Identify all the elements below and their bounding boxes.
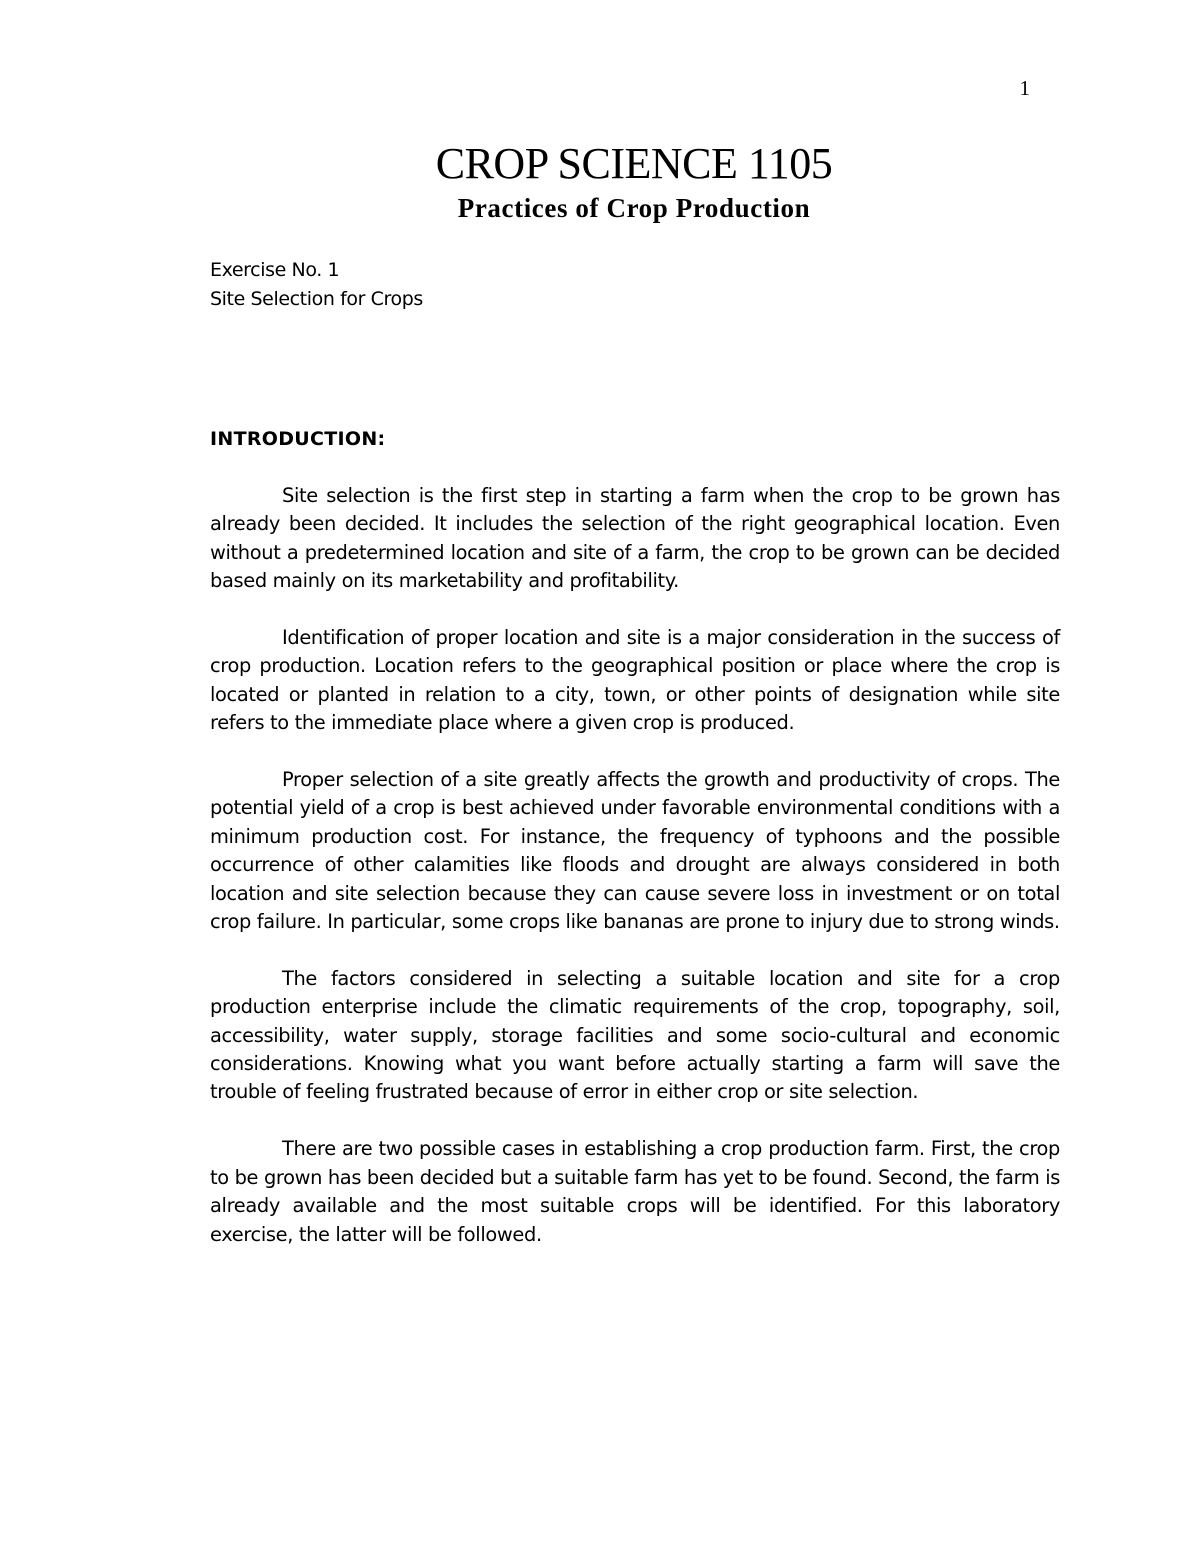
exercise-number: Exercise No. 1 xyxy=(210,259,340,281)
exercise-title: Site Selection for Crops xyxy=(210,288,423,310)
paragraph-4: The factors considered in selecting a suitable location and site for a crop production enterprise include the climatic requirements of the crop, topography, soil, accessibility, water supply, storage facilities and some socio-cultural and economic considerations. Knowing what you want before actually starting a farm will save the trouble of feeling frustrated because of error in either crop or site selection. xyxy=(210,966,1060,1104)
paragraph-3: Proper selection of a site greatly affects the growth and productivity of crops. The potential yield of a crop is best achieved under favorable environmental conditions with a minimum production cost. For instance, the frequency of typhoons and the possible occurrence of other calamities like floods and drought are always considered in both location and site selection because they can cause severe loss in investment or on total crop failure. In particular, some crops like bananas are prone to injury due to strong winds. xyxy=(210,768,1060,934)
paragraph-2: Identification of proper location and site is a major consideration in the success of crop production. Location refers to the geographical position or place where the crop is located or planted in relation to a city, town, or other points of designation while site refers to the immediate place where a given crop is produced. xyxy=(210,626,1060,735)
course-title: CROP SCIENCE 1105 xyxy=(435,139,833,188)
introduction-body xyxy=(210,482,1060,1277)
introduction-heading: INTRODUCTION: xyxy=(210,428,386,450)
page-number: 1 xyxy=(1019,76,1030,100)
course-subtitle: Practices of Crop Production xyxy=(457,193,811,223)
paragraph-1: Site selection is the first step in starting a farm when the crop to be grown has already been decided. It includes the selection of the right geographical location. Even without a predetermined location and site of a farm, the crop to be grown can be decided based mainly on its marketability and profitability. xyxy=(210,484,1060,593)
paragraph-5: There are two possible cases in establishing a crop production farm. First, the crop to be grown has been decided but a suitable farm has yet to be found. Second, the farm is already available and the most suitable crops will be identified. For this laboratory exercise, the latter will be followed. xyxy=(210,1137,1060,1246)
exercise-block xyxy=(210,256,423,314)
